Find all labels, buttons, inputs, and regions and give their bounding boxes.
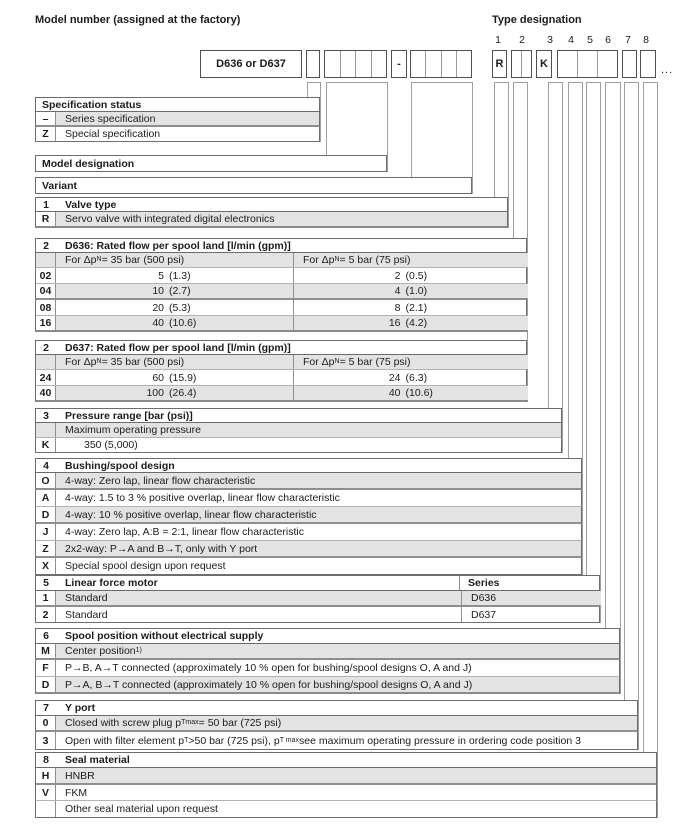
- row-code: 1: [36, 591, 56, 605]
- flow-value: 10: [152, 285, 164, 297]
- variant-table: [35, 177, 472, 194]
- row-code: V: [36, 785, 56, 800]
- valve-type-table: [35, 197, 508, 228]
- type-box-7: [622, 50, 637, 78]
- table-header: [35, 177, 472, 194]
- row-code: D: [36, 507, 56, 522]
- connector-line: [527, 82, 528, 402]
- flow-gpm-value: (2.1): [405, 301, 428, 314]
- type-box-8: [640, 50, 656, 78]
- digit-cell: [456, 51, 471, 77]
- table-row: [35, 507, 582, 524]
- connector-line: [620, 82, 621, 694]
- table-row: [35, 473, 582, 490]
- row-code: O: [36, 473, 56, 488]
- flow-value: 16: [388, 317, 401, 329]
- table-row: [35, 541, 582, 558]
- flow-value: 24: [388, 371, 401, 384]
- flow-gpm-value: (6.3): [405, 371, 428, 384]
- table-row: [35, 112, 320, 127]
- type-designation-heading: Type designation: [492, 14, 582, 26]
- flow-value: 4: [394, 285, 401, 297]
- ellipsis: ...: [661, 64, 674, 76]
- row-code: [36, 355, 56, 369]
- position-number: 7: [625, 34, 631, 46]
- connector-cap: [624, 82, 639, 83]
- table-title: Model designation: [42, 157, 135, 170]
- row-code: 2: [36, 607, 56, 622]
- dash-box: [391, 50, 407, 78]
- table-row: [35, 268, 527, 284]
- table-header: [35, 408, 562, 423]
- table-subheader-row: [35, 423, 562, 438]
- position-number: 4: [568, 34, 574, 46]
- connector-line: [624, 82, 625, 700]
- row-code: 40: [36, 386, 56, 400]
- connector-cap: [586, 82, 601, 83]
- table-header: [35, 155, 387, 172]
- row-code: 02: [36, 268, 56, 283]
- type-value-1: R: [495, 58, 504, 70]
- row-text: Servo valve with integrated digital electronics: [56, 212, 507, 226]
- flow-value: 100: [146, 387, 164, 399]
- digit-cell: [371, 51, 387, 77]
- table-row: [35, 801, 657, 818]
- flow-gpm-value: (5.3): [169, 301, 191, 314]
- type-box-1: [492, 50, 507, 78]
- model-series-label: D636 or D637: [216, 58, 286, 70]
- subheader-cell: Maximum operating pressure: [56, 423, 561, 437]
- table-row: [35, 316, 527, 332]
- flow-value: 20: [152, 301, 164, 314]
- flow-cell: [56, 268, 293, 283]
- table-row: [35, 370, 527, 386]
- flow-gpm-value: (1.0): [405, 285, 428, 297]
- row-text: HNBR: [56, 768, 656, 783]
- row-text: 4-way: Zero lap, A:B = 2:1, linear flow characteristic: [65, 526, 304, 538]
- subheader-cell: For Δp N = 5 bar (75 psi): [293, 355, 528, 369]
- connector-line: [568, 82, 569, 458]
- table-row: [35, 768, 657, 785]
- table-header: [35, 628, 620, 644]
- position-number: 1: [495, 34, 501, 46]
- connector-line: [472, 82, 473, 194]
- digit-cell: [325, 51, 340, 77]
- table-header: [35, 458, 582, 473]
- connector-cap: [326, 82, 388, 83]
- model-series-box: [200, 50, 302, 78]
- flow-cell: [56, 300, 293, 315]
- table-row: [35, 284, 527, 300]
- table-row: [35, 677, 620, 694]
- connector-line: [643, 82, 644, 752]
- series-cell: D636: [461, 591, 601, 605]
- position-number: 3: [547, 34, 553, 46]
- flow-cell: [293, 370, 528, 385]
- row-code: X: [36, 558, 56, 574]
- position-number: 6: [605, 34, 611, 46]
- table-number: 1: [43, 198, 49, 211]
- spec-status-table: [35, 97, 320, 142]
- connector-line: [387, 82, 388, 172]
- spec-status-box: [306, 50, 320, 78]
- series-column-header: Series: [459, 576, 599, 590]
- row-code: H: [36, 768, 56, 783]
- row-text: P→A, B→T connected (approximately 10 % open for bushing/spool designs O, A and J): [56, 677, 619, 692]
- row-code: [36, 253, 56, 267]
- flow-gpm-value: (10.6): [405, 387, 433, 399]
- table-row: [35, 127, 320, 142]
- connector-cap: [568, 82, 583, 83]
- connector-line: [548, 82, 549, 408]
- flow-cell: [56, 386, 293, 400]
- row-code: R: [36, 212, 56, 226]
- flow-value: 2: [394, 269, 401, 282]
- connector-line: [508, 82, 509, 228]
- table-header: [35, 340, 527, 355]
- model-designation-cells: [324, 50, 387, 78]
- position-number: 8: [643, 34, 649, 46]
- table-number: 4: [43, 459, 49, 472]
- row-code: 08: [36, 300, 56, 315]
- flow-cell: [293, 386, 528, 400]
- row-code: [36, 801, 56, 817]
- position-number: 2: [519, 34, 525, 46]
- digit-cell: [577, 51, 597, 77]
- table-title: Pressure range [bar (psi)]: [65, 409, 193, 422]
- series-cell: D637: [461, 607, 601, 622]
- row-text: 4-way: 10 % positive overlap, linear flow characteristic: [56, 507, 581, 522]
- flow-gpm-value: (1.3): [169, 269, 191, 282]
- table-header: [35, 700, 638, 716]
- row-text: Center position 1): [56, 644, 619, 658]
- table-row: [35, 607, 600, 623]
- flow-cell: [293, 316, 528, 330]
- table-title: D637: Rated flow per spool land [l/min (gpm)]: [65, 341, 291, 354]
- row-code: D: [36, 677, 56, 692]
- flow-value: 5: [158, 269, 164, 282]
- connector-line: [307, 82, 308, 97]
- flow-value: 8: [394, 301, 401, 314]
- row-text: Open with filter element p T >50 bar (725 psi), p T max see maximum operating pressure in ordering code position 3: [65, 734, 581, 747]
- digit-cell: [441, 51, 456, 77]
- row-code: F: [36, 660, 56, 676]
- digit-cell: [521, 51, 531, 77]
- table-row: [35, 785, 657, 801]
- row-text: 350 (5,000): [84, 439, 138, 451]
- row-code: A: [36, 490, 56, 506]
- row-code: 3: [36, 732, 56, 749]
- table-row: [35, 732, 638, 750]
- connector-line: [320, 82, 321, 142]
- row-text: Special spool design upon request: [65, 560, 226, 572]
- subheader-cell: For Δp N = 5 bar (75 psi): [293, 253, 528, 267]
- connector-line: [326, 82, 327, 155]
- table-row: [35, 591, 600, 607]
- row-text: 2x2-way: P→A and B→T, only with Y port: [56, 541, 581, 556]
- table-header: [35, 97, 320, 112]
- connector-line: [494, 82, 495, 197]
- row-text: FKM: [65, 786, 88, 799]
- flow-cell: [293, 300, 528, 315]
- flow-gpm-value: (4.2): [405, 317, 428, 329]
- table-number: 8: [43, 754, 49, 766]
- table-title: Y port: [65, 702, 96, 714]
- connector-line: [586, 82, 587, 575]
- row-code: K: [36, 438, 56, 452]
- flow-value: 40: [152, 317, 164, 329]
- variant-cells: [410, 50, 472, 78]
- table-title: D636: Rated flow per spool land [l/min (gpm)]: [65, 239, 291, 252]
- table-header: [35, 575, 600, 591]
- row-code: J: [36, 524, 56, 540]
- table-title: Seal material: [65, 754, 130, 766]
- flow-value: 40: [388, 387, 401, 399]
- type-box-3: [536, 50, 552, 78]
- connector-line: [562, 82, 563, 453]
- flow-gpm-value: (26.4): [169, 387, 197, 399]
- table-number: 2: [43, 239, 49, 252]
- connector-line: [411, 82, 412, 177]
- table-title: Spool position without electrical supply: [65, 630, 264, 642]
- table-number: 6: [43, 630, 49, 642]
- table-number: 3: [43, 409, 49, 422]
- table-row: [35, 300, 527, 316]
- connector-cap: [411, 82, 473, 83]
- table-title: Bushing/spool design: [65, 459, 175, 472]
- d636-flow-table: [35, 238, 527, 332]
- d637-flow-table: [35, 340, 527, 402]
- row-text: 4-way: Zero lap, linear flow characteristic: [56, 473, 581, 488]
- flow-cell: [293, 284, 528, 298]
- connector-cap: [605, 82, 620, 83]
- row-text: Closed with screw plug p Tmax = 50 bar (725 psi): [56, 716, 637, 730]
- flow-value: 60: [152, 371, 164, 384]
- table-number: 2: [43, 341, 49, 354]
- table-number: 5: [43, 577, 49, 589]
- table-row: [35, 212, 508, 228]
- row-text: Standard: [65, 608, 108, 621]
- seal-material-table: [35, 752, 657, 818]
- row-code: 16: [36, 316, 56, 330]
- row-code: Z: [36, 541, 56, 556]
- y-port-table: [35, 700, 638, 750]
- table-title: Specification status: [42, 98, 142, 111]
- table-title: Variant: [42, 179, 78, 192]
- row-text: Other seal material upon request: [65, 803, 218, 815]
- connector-cap: [307, 82, 321, 83]
- row-code: Z: [36, 127, 56, 141]
- digit-cell: [425, 51, 440, 77]
- table-subheader-row: [35, 355, 527, 370]
- connector-line: [605, 82, 606, 628]
- connector-cap: [548, 82, 563, 83]
- digit-cell: [597, 51, 617, 77]
- connector-cap: [494, 82, 509, 83]
- table-title: Valve type: [65, 198, 117, 211]
- row-code: 24: [36, 370, 56, 385]
- spool-position-table: [35, 628, 620, 694]
- table-header: [35, 197, 508, 212]
- digit-cell: [558, 51, 577, 77]
- connector-line: [638, 82, 639, 750]
- table-row: [35, 558, 582, 575]
- row-code: [36, 423, 56, 437]
- bushing-spool-design-table: [35, 458, 582, 575]
- connector-cap: [513, 82, 528, 83]
- flow-gpm-value: (10.6): [169, 317, 197, 329]
- table-number: 7: [43, 702, 49, 714]
- table-row: [35, 524, 582, 541]
- flow-cell: [293, 268, 528, 283]
- connector-line: [657, 82, 658, 818]
- digit-cell: [355, 51, 371, 77]
- digit-cell: [411, 51, 425, 77]
- row-code: 04: [36, 284, 56, 298]
- table-row: [35, 716, 638, 732]
- type-box-4-5-6: [557, 50, 618, 78]
- row-text: 4-way: 1.5 to 3 % positive overlap, linear flow characteristic: [65, 492, 340, 504]
- table-row: [35, 644, 620, 660]
- table-row: [35, 660, 620, 677]
- flow-cell: [56, 316, 293, 330]
- digit-cell: [340, 51, 356, 77]
- row-code: –: [36, 112, 56, 125]
- connector-cap: [643, 82, 658, 83]
- type-value-3: K: [540, 58, 548, 70]
- flow-gpm-value: (15.9): [169, 371, 197, 384]
- digit-cell: [512, 51, 521, 77]
- pressure-range-table: [35, 408, 562, 453]
- row-code: M: [36, 644, 56, 658]
- table-header: [35, 238, 527, 253]
- subheader-cell: For Δp N = 35 bar (500 psi): [56, 355, 293, 369]
- row-text: P→B, A→T connected (approximately 10 % open for bushing/spool designs O, A and J): [65, 662, 472, 674]
- row-text: Standard: [56, 591, 461, 605]
- flow-cell: [56, 284, 293, 298]
- flow-gpm-value: (0.5): [405, 269, 428, 282]
- linear-force-motor-table: [35, 575, 600, 623]
- row-code: 0: [36, 716, 56, 730]
- row-text: Series specification: [56, 112, 319, 125]
- model-designation-table: [35, 155, 387, 172]
- flow-gpm-value: (2.7): [169, 285, 191, 297]
- table-row: [35, 490, 582, 507]
- connector-line: [582, 82, 583, 575]
- type-box-2: [511, 50, 532, 78]
- table-row: [35, 438, 562, 453]
- flow-cell: [56, 370, 293, 385]
- subheader-cell: For Δp N = 35 bar (500 psi): [56, 253, 293, 267]
- model-number-heading: Model number (assigned at the factory): [35, 14, 241, 26]
- position-number: 5: [587, 34, 593, 46]
- table-title: Linear force motor: [65, 577, 158, 589]
- table-subheader-row: [35, 253, 527, 268]
- table-row: [35, 386, 527, 402]
- row-text: Special specification: [65, 128, 161, 140]
- dash-label: -: [397, 58, 401, 70]
- connector-line: [600, 82, 601, 623]
- table-header: [35, 752, 657, 768]
- connector-line: [513, 82, 514, 238]
